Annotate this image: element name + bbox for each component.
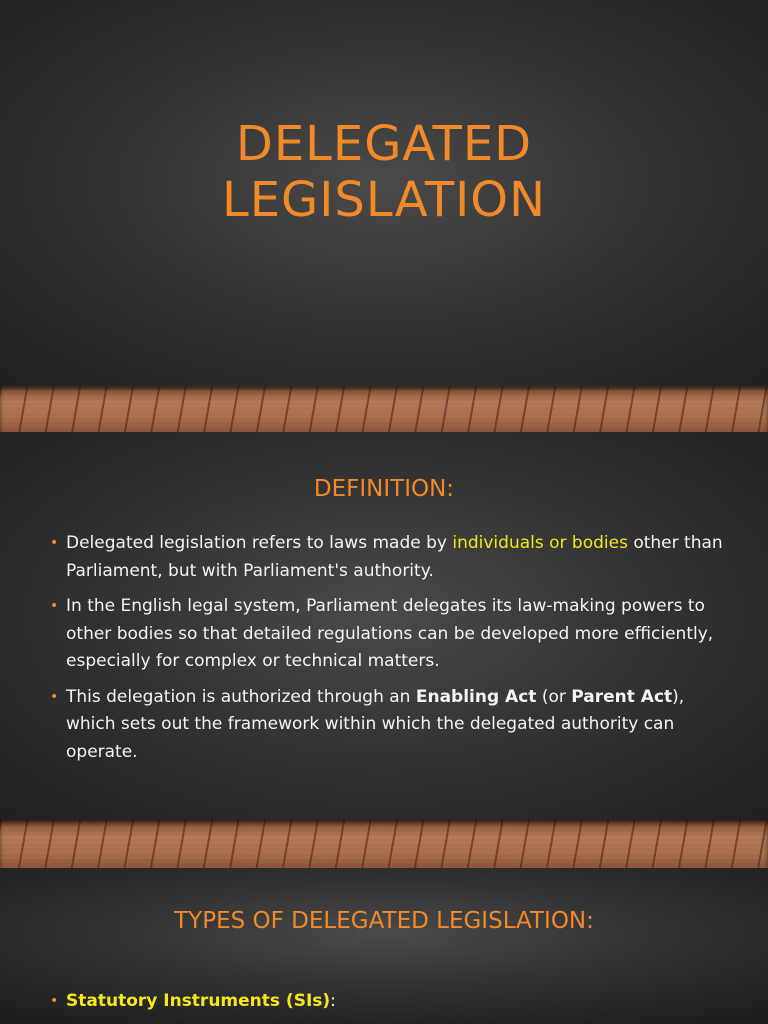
bullet-icon: • bbox=[50, 535, 59, 551]
types-bullet-list bbox=[48, 988, 724, 1024]
wood-floor-decoration bbox=[0, 386, 768, 432]
title-slide bbox=[0, 0, 768, 432]
type-label-suffix: : bbox=[330, 991, 336, 1011]
bold-term-enabling-act: Enabling Act bbox=[415, 686, 537, 707]
bullet-icon: • bbox=[50, 688, 59, 705]
bullet-icon: • bbox=[50, 598, 59, 614]
bullet-text: (or bbox=[536, 686, 572, 707]
bullet-text: other than Parliament, but with Parliament's authority. bbox=[66, 533, 723, 581]
title-line-2: LEGISLATION bbox=[221, 172, 546, 228]
types-heading: TYPES OF DELEGATED LEGISLATION: bbox=[174, 908, 594, 934]
bullet-text: Delegated legislation refers to laws made by bbox=[66, 533, 453, 553]
title-line-1: DELEGATED bbox=[235, 116, 533, 172]
highlighted-text: individuals or bodies bbox=[452, 533, 628, 553]
type-label: Statutory Instruments (SIs) bbox=[66, 991, 331, 1011]
bullet-icon: • bbox=[50, 993, 59, 1009]
definition-slide bbox=[0, 432, 768, 868]
bullet-text: ), which sets out the framework within which the delegated authority can operate. bbox=[66, 686, 685, 762]
bullet-text: In the English legal system, Parliament delegates its law-making powers to other bodies so that detailed regulations can be developed more efficiently, especially for complex or technical matters. bbox=[66, 596, 714, 671]
wood-floor-decoration bbox=[0, 820, 768, 868]
bullet-text: This delegation is authorized through an bbox=[66, 686, 416, 707]
list-item bbox=[48, 593, 724, 676]
definition-heading: DEFINITION: bbox=[313, 476, 455, 502]
definition-bullet-list bbox=[48, 530, 724, 774]
list-item bbox=[48, 988, 724, 1016]
bold-term-parent-act: Parent Act bbox=[571, 686, 673, 707]
slide-title bbox=[0, 116, 768, 228]
list-item bbox=[48, 530, 724, 585]
types-slide bbox=[0, 868, 768, 1024]
list-item bbox=[48, 684, 724, 767]
